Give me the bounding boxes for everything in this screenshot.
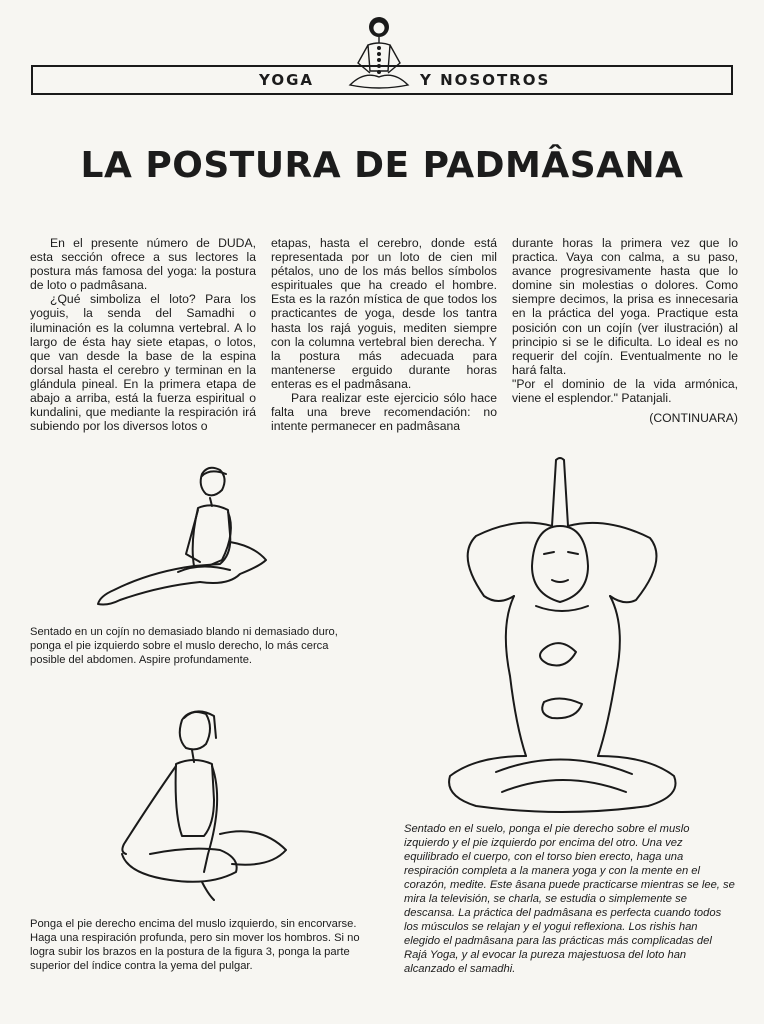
quote: "Por el dominio de la vida armónica, viene el esplendor." Patanjali. — [512, 376, 738, 406]
figure-3-full-lotus-illustration — [436, 456, 696, 816]
section-header-left: YOGA — [259, 71, 314, 89]
figure-1-caption: Sentado en un cojín no demasiado blando ni demasiado duro, ponga el pie izquierdo sobre el muslo derecho, lo más cerca posible del abdomen. Aspire profundamente. — [30, 626, 338, 666]
paragraph: ¿Qué simboliza el loto? Para los yoguis, la senda del Samadhi o iluminación es la columna vertebral. A lo largo de ésta hay siete etapas, o lotos, que van desde la base de la espina dorsal hasta el cerebro y terminan en la glándula pineal. En la primera etapa de abajo a arriba, está la fuerza espiritual o kundalini, que mediante la respiración irá subiendo por los diversos lotos o — [30, 292, 256, 434]
figure-2-half-lotus-illustration — [110, 704, 295, 914]
article-column-2 — [271, 236, 497, 433]
article-column-3 — [512, 236, 738, 425]
continued-marker: (CONTINUARA) — [649, 411, 738, 426]
article-column-1 — [30, 236, 256, 433]
paragraph: etapas, hasta el cerebro, donde está representada por un loto de cien mil pétalos, uno de los más bellos símbolos espirituales que ha creado el hombre. Esta es la razón mística de que todos los practicantes de yoga, desde los tantra hasta los rajá yoguis, mediten siempre con la columna vertebral bien derecha. Y la postura más adecuada para mantenerse erguido durante horas enteras es el padmâsana. — [271, 236, 497, 391]
figure-2-caption: Ponga el pie derecho encima del muslo izquierdo, sin encorvarse. Haga una respiración profunda, pero sin mover los hombros. Si no logra subir los brazos en la postura de la figura 3, ponga la parte superior del índice contra la yema del pulgar. — [30, 918, 360, 972]
figure-1-seated-on-cushion-illustration — [90, 462, 270, 612]
meditating-figure-logo-icon — [344, 15, 414, 93]
paragraph: durante horas la primera vez que lo practica. Vaya con calma, a su paso, avance progresivamente hasta que lo domine sin molestias o dolores. Como siempre decimos, la prisa es innecesaria en la práctica del yoga. Practique esta posición con un cojín (ver ilustración) al principio si se le dificulta. Lo ideal es no requerir del cojín. Eventualmente no le hará falta. — [512, 236, 738, 377]
paragraph: En el presente número de DUDA, esta sección ofrece a sus lectores la postura más famosa del yoga: la postura de loto o padmâsana. — [30, 236, 256, 293]
article-title: LA POSTURA DE PADMÂSANA — [80, 145, 684, 186]
section-header-right: Y NOSOTROS — [420, 71, 551, 89]
paragraph: Para realizar este ejercicio sólo hace falta una breve recomendación: no intente permanecer en padmâsana — [271, 391, 497, 434]
figure-3-caption: Sentado en el suelo, ponga el pie derecho sobre el muslo izquierdo y el pie izquierdo por encima del otro. Una vez equilibrado el cuerpo, con el torso bien erecto, haga una respiración completa a la manera yoga y con la mente en el corazón, medite. Este âsana puede practicarse mientras se lee, se mira la televisión, se charla, se estudia o simplemente se descansa. La práctica del padmâsana es perfecta cuando todos los músculos se relajan y el yogui reflexiona. Los rishis han elegido el padmâsana para las prácticas más complicadas del Rajá Yoga, y al evocar la pureza majestuosa del loto han alcanzado el samadhi. — [404, 823, 735, 975]
